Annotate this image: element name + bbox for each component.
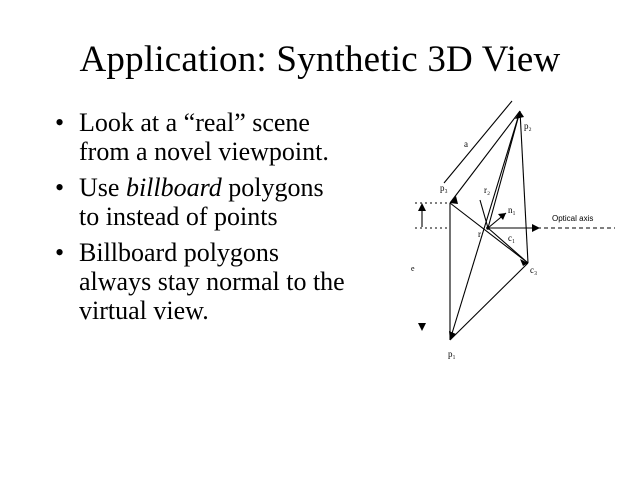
bullet-line bbox=[79, 238, 395, 267]
bullet-glyph: • bbox=[55, 238, 65, 267]
bullet-text: Billboard polygons bbox=[79, 238, 280, 267]
diagram-label-n1: n₁ bbox=[508, 205, 516, 215]
bullet-item bbox=[55, 173, 395, 231]
bullet-text: always stay normal to the bbox=[79, 267, 345, 296]
arrow-head bbox=[418, 323, 426, 331]
bullet-item bbox=[55, 238, 395, 325]
bullet-text: from a novel viewpoint. bbox=[79, 137, 329, 166]
arrow-head bbox=[532, 224, 540, 232]
bullet-text: Use bbox=[79, 173, 126, 202]
billboard-diagram bbox=[400, 95, 625, 365]
diagram-label-p2: p₂ bbox=[524, 121, 532, 131]
bullet-glyph: • bbox=[55, 108, 65, 137]
vector-arrow bbox=[480, 200, 488, 228]
diagram-label-r: r bbox=[478, 229, 481, 239]
bullet-line bbox=[79, 137, 395, 166]
diagram-label-e: e bbox=[411, 264, 415, 273]
bullet-text: to instead of points bbox=[79, 202, 278, 231]
bullet-line bbox=[79, 202, 395, 231]
frame-line bbox=[520, 111, 528, 263]
bullet-line bbox=[79, 108, 395, 137]
bullet-glyph: • bbox=[55, 173, 65, 202]
diagram-label-c1: c₁ bbox=[508, 233, 516, 243]
bullet-text: Look at a “real” scene bbox=[79, 108, 310, 137]
center-point bbox=[486, 226, 490, 230]
arrow-head bbox=[418, 203, 426, 211]
diagram-label-p3: p₃ bbox=[440, 183, 448, 193]
italic-text: billboard bbox=[125, 173, 222, 202]
bullet-text: polygons bbox=[221, 173, 324, 202]
bullet-list bbox=[55, 108, 395, 332]
diagram-label-c3: c₃ bbox=[530, 265, 538, 275]
optical-axis-label: Optical axis bbox=[552, 214, 594, 223]
bullet-item bbox=[55, 108, 395, 166]
bullet-line bbox=[79, 296, 395, 325]
slide-title: Application: Synthetic 3D View bbox=[79, 39, 561, 80]
bullet-line bbox=[79, 267, 395, 296]
bullet-line bbox=[79, 173, 395, 202]
diagram-label-a: a bbox=[464, 139, 468, 149]
diagram-label-p1: p₁ bbox=[448, 349, 456, 359]
bullet-text: virtual view. bbox=[79, 296, 209, 325]
diagram-label-r2: r₂ bbox=[484, 185, 491, 195]
